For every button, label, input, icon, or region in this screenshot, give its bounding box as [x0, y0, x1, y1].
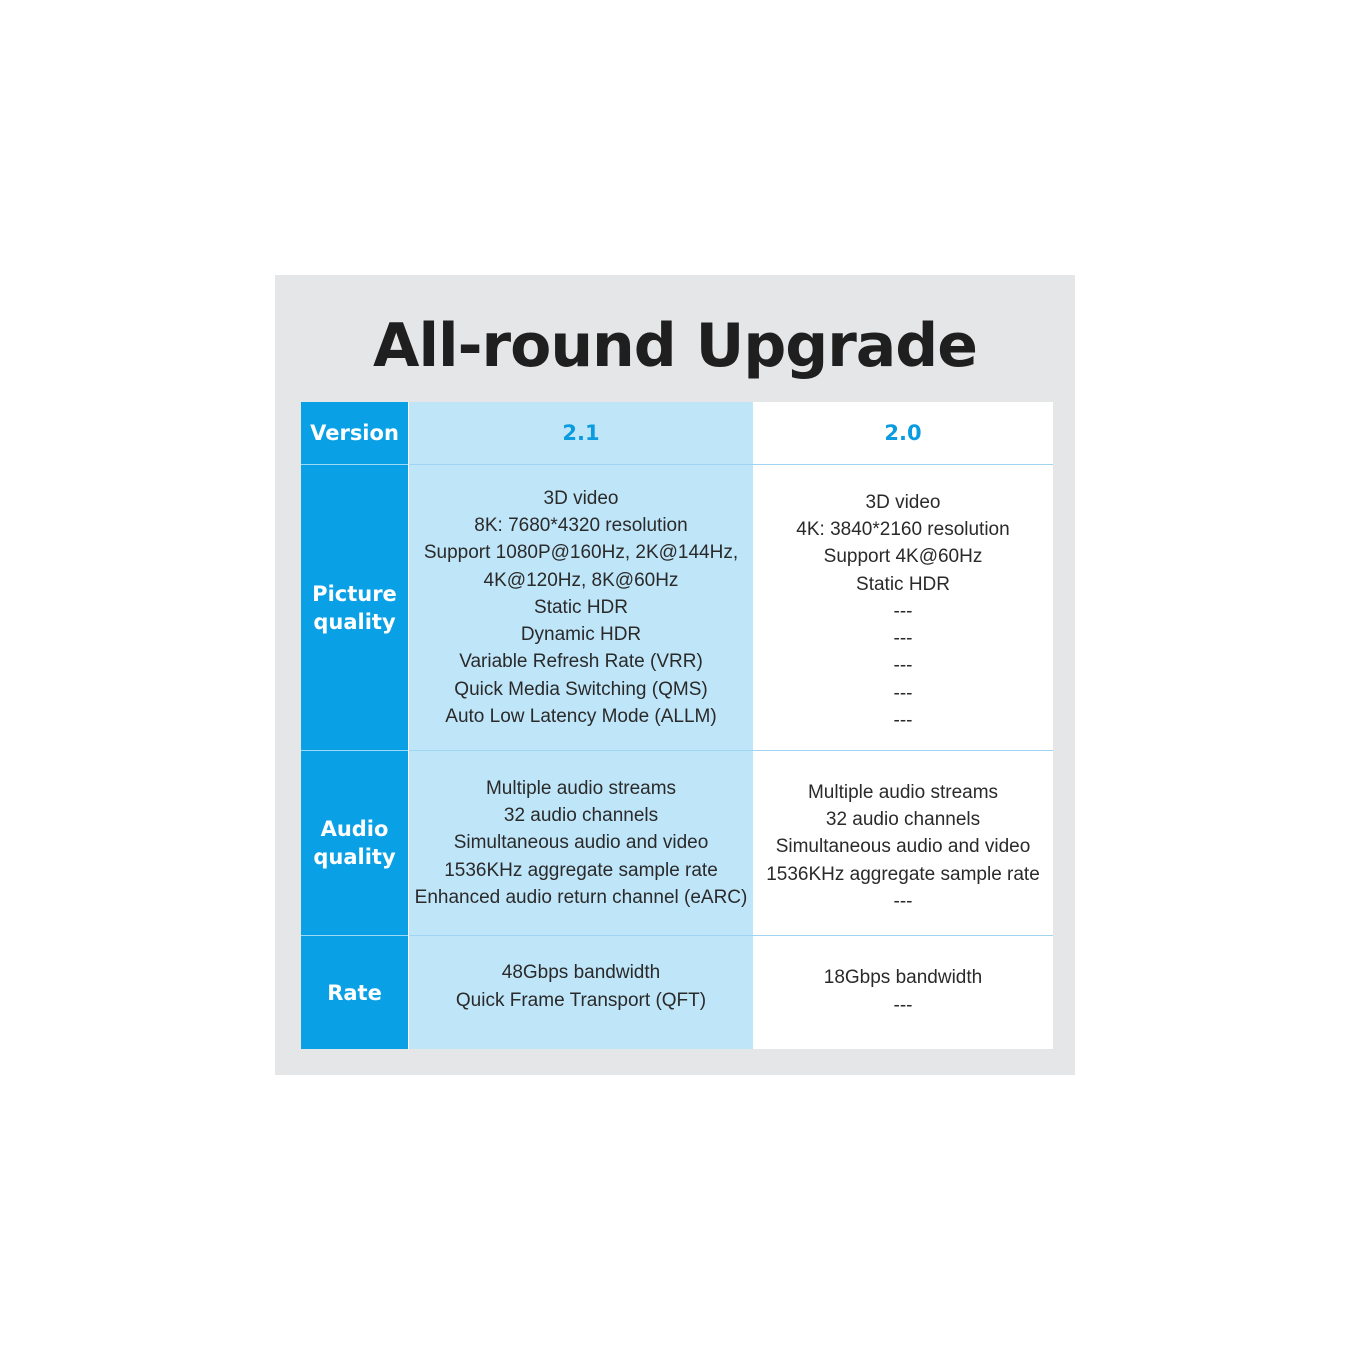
version-2-1-header: 2.1: [562, 421, 600, 445]
feature-line: 4K@120Hz, 8K@60Hz: [483, 569, 679, 591]
feature-line: Auto Low Latency Mode (ALLM): [445, 705, 717, 727]
feature-line: Quick Frame Transport (QFT): [455, 989, 707, 1011]
feature-line: ---: [893, 709, 913, 731]
feature-line: 32 audio channels: [503, 805, 659, 827]
feature-line: 32 audio channels: [825, 809, 981, 831]
feature-line: ---: [893, 994, 913, 1016]
row-label-line: quality: [313, 609, 396, 634]
feature-line: ---: [893, 655, 913, 677]
rate-2-0-cell: [753, 936, 1053, 1049]
header-label: Version: [310, 421, 399, 445]
comparison-table: [301, 402, 1053, 1049]
feature-line: 48Gbps bandwidth: [501, 962, 661, 984]
audio-quality-2-0-cell: [753, 751, 1053, 935]
feature-line: Quick Media Switching (QMS): [454, 678, 708, 700]
feature-line: ---: [893, 890, 913, 912]
feature-line: 1536KHz aggregate sample rate: [766, 863, 1040, 885]
audio-quality-2-1-cell: [409, 751, 753, 935]
feature-line: 8K: 7680*4320 resolution: [474, 515, 688, 537]
feature-line: 4K: 3840*2160 resolution: [796, 519, 1010, 541]
feature-line: ---: [893, 682, 913, 704]
feature-line: Static HDR: [534, 596, 628, 618]
feature-line: Simultaneous audio and video: [775, 836, 1031, 858]
row-label-line: Picture: [312, 581, 397, 606]
row-label-picture-quality: [301, 465, 408, 750]
row-label-rate: [301, 936, 408, 1049]
picture-quality-2-1-cell: [409, 465, 753, 750]
picture-quality-2-0-cell: [753, 465, 1053, 750]
rate-2-1-cell: [409, 936, 753, 1049]
feature-line: ---: [893, 628, 913, 650]
feature-line: 18Gbps bandwidth: [823, 967, 983, 989]
feature-line: 1536KHz aggregate sample rate: [444, 859, 718, 881]
feature-line: Multiple audio streams: [807, 781, 999, 803]
row-label-audio-quality: [301, 751, 408, 935]
feature-line: Support 1080P@160Hz, 2K@144Hz,: [423, 542, 739, 564]
feature-line: Multiple audio streams: [485, 777, 677, 799]
row-label-line: Rate: [327, 980, 382, 1005]
feature-line: 3D video: [865, 492, 941, 514]
feature-line: 3D video: [543, 488, 619, 510]
row-label-line: Audio: [320, 817, 389, 841]
feature-line: Dynamic HDR: [520, 624, 642, 646]
feature-line: Static HDR: [856, 573, 950, 595]
row-label-line: quality: [313, 845, 396, 869]
feature-line: Simultaneous audio and video: [453, 832, 709, 854]
feature-line: ---: [893, 600, 913, 622]
version-2-0-header: 2.0: [884, 421, 922, 445]
feature-line: Enhanced audio return channel (eARC): [414, 886, 748, 908]
page-title: All-round Upgrade: [373, 311, 977, 381]
feature-line: Variable Refresh Rate (VRR): [459, 651, 703, 673]
feature-line: Support 4K@60Hz: [823, 546, 983, 568]
